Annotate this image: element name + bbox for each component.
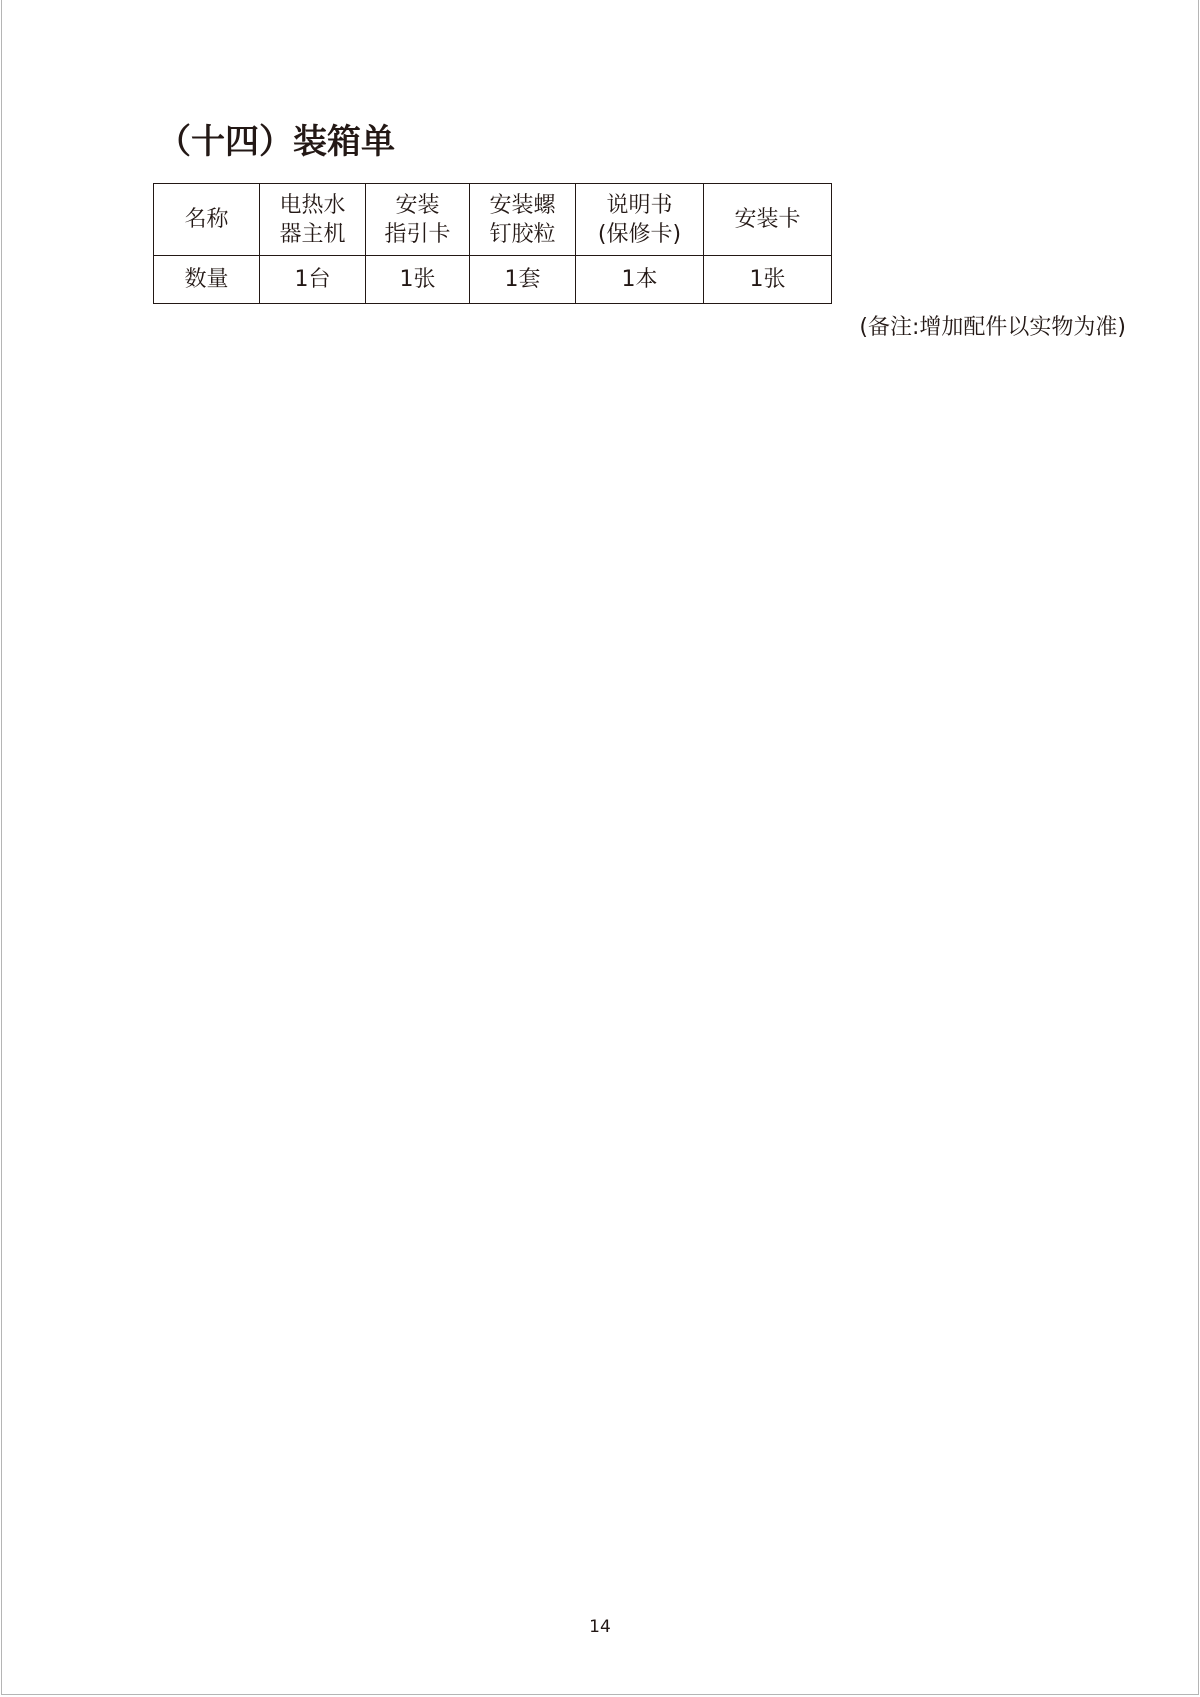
item-name-line: 指引卡 — [384, 221, 451, 247]
item-name-cell — [260, 184, 366, 256]
packing-list-table — [153, 183, 832, 304]
item-name-line: 电热水 — [279, 192, 346, 218]
item-name-line: 说明书 — [606, 192, 673, 218]
table-row-quantities — [154, 256, 832, 304]
accessories-note: (备注:增加配件以实物为准) — [859, 315, 1126, 340]
item-name-line: 钉胶粒 — [489, 221, 556, 247]
row-label-name: 名称 — [154, 184, 260, 256]
item-quantity-cell: 1张 — [704, 256, 832, 304]
item-name-line: 器主机 — [279, 221, 346, 247]
item-name-line: 安装 — [395, 192, 440, 218]
page-number: 14 — [589, 1617, 611, 1637]
item-name-cell — [576, 184, 704, 256]
item-quantity-cell: 1本 — [576, 256, 704, 304]
item-name-cell — [366, 184, 470, 256]
table-row-names — [154, 184, 832, 256]
item-quantity-cell: 1张 — [366, 256, 470, 304]
section-title: （十四）装箱单 — [157, 122, 395, 162]
item-name-cell — [470, 184, 576, 256]
item-name-line: 安装卡 — [734, 207, 801, 232]
item-quantity-cell: 1台 — [260, 256, 366, 304]
item-name-cell — [704, 184, 832, 256]
item-name-line: (保修卡) — [597, 221, 682, 247]
row-label-quantity: 数量 — [154, 256, 260, 304]
item-quantity-cell: 1套 — [470, 256, 576, 304]
item-name-line: 安装螺 — [489, 192, 556, 218]
